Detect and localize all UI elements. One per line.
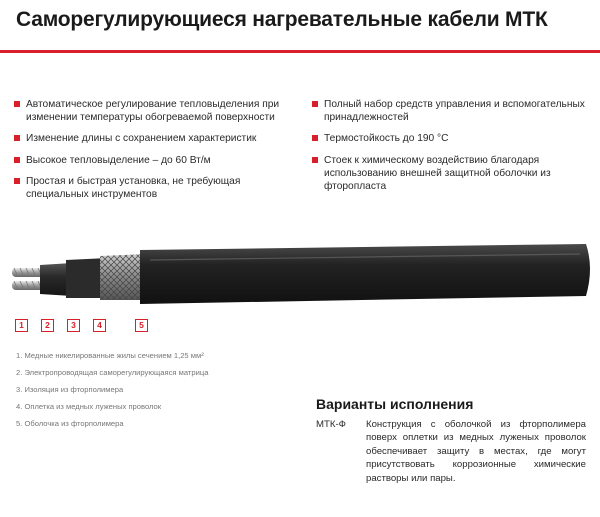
feature-item bbox=[14, 132, 296, 145]
feature-item bbox=[312, 154, 590, 194]
bullet-square-icon bbox=[14, 178, 20, 184]
bullet-square-icon bbox=[312, 157, 318, 163]
feature-item bbox=[312, 98, 590, 124]
feature-text: Полный набор средств управления и вспомогательных принадлежностей bbox=[324, 99, 585, 124]
layer-number: 2 bbox=[41, 319, 54, 332]
features-list-left bbox=[14, 98, 296, 209]
legend-item: 2. Электропроводящая саморегулирующаяся матрица bbox=[16, 368, 209, 377]
page-title: Саморегулирующиеся нагревательные кабели МТК bbox=[16, 8, 548, 31]
feature-text: Простая и быстрая установка, не требующая специальных инструментов bbox=[26, 175, 241, 201]
bullet-square-icon bbox=[14, 157, 20, 163]
layer-number: 4 bbox=[93, 319, 106, 332]
layer-number-markers bbox=[0, 319, 600, 335]
feature-text: Высокое тепловыделение – до 60 Вт/м bbox=[26, 154, 211, 166]
features-list-right bbox=[312, 98, 590, 201]
bullet-square-icon bbox=[312, 101, 318, 107]
variants-heading: Варианты исполнения bbox=[316, 396, 474, 412]
layer-number: 3 bbox=[67, 319, 80, 332]
variant-code: МТК-Ф bbox=[316, 419, 346, 430]
cable-cross-section-illustration bbox=[0, 238, 600, 328]
legend-item: 1. Медные никелированные жилы сечением 1,25 мм² bbox=[16, 351, 204, 360]
outer-jacket bbox=[140, 244, 590, 304]
title-underline bbox=[0, 50, 600, 53]
feature-text: Стоек к химическому воздействию благодаря использованию внешней защитной оболочки из фторопласта bbox=[324, 154, 551, 193]
feature-item bbox=[14, 98, 296, 124]
legend-item: 4. Оплетка из медных луженых проволок bbox=[16, 402, 162, 411]
bullet-square-icon bbox=[14, 135, 20, 141]
layer-number: 1 bbox=[15, 319, 28, 332]
variant-description: Конструкция с оболочкой из фторполимера поверх оплетки из медных луженых проволок обеспечивает защиту в местах, где могут присутствовать коррозионные химические растворы или пары. bbox=[366, 419, 586, 484]
legend-item: 3. Изоляция из фторполимера bbox=[16, 385, 124, 394]
legend-item: 5. Оболочка из фторполимера bbox=[16, 419, 124, 428]
feature-text: Изменение длины с сохранением характеристик bbox=[26, 133, 257, 145]
layer-legend bbox=[16, 347, 208, 432]
feature-text: Термостойкость до 190 °С bbox=[324, 133, 449, 145]
feature-item bbox=[312, 132, 590, 145]
feature-text: Автоматическое регулирование тепловыделения при изменении температуры обогреваемой поверхности bbox=[26, 99, 280, 124]
bullet-square-icon bbox=[14, 101, 20, 107]
layer-number: 5 bbox=[135, 319, 148, 332]
feature-item bbox=[14, 154, 296, 167]
feature-item bbox=[14, 175, 296, 201]
bullet-square-icon bbox=[312, 135, 318, 141]
